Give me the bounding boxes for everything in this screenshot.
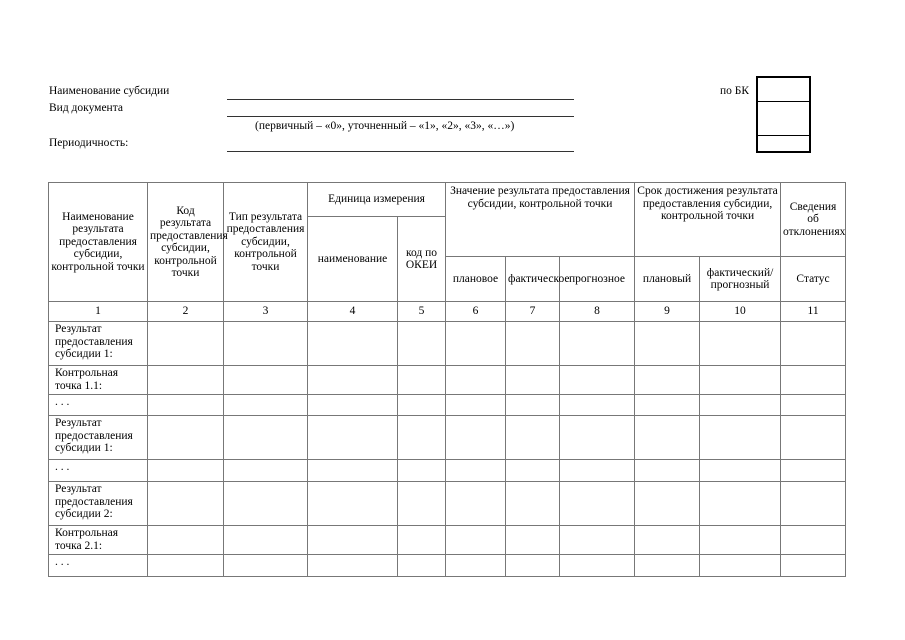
table-cell[interactable] (398, 460, 446, 482)
table-cell[interactable] (446, 366, 506, 395)
column-number: 3 (224, 302, 308, 322)
table-cell[interactable] (224, 416, 308, 460)
table-cell[interactable] (148, 482, 224, 526)
column-number: 7 (506, 302, 560, 322)
column-number: 8 (560, 302, 635, 322)
table-cell[interactable] (700, 555, 781, 577)
table-cell[interactable] (308, 460, 398, 482)
table-cell[interactable] (308, 482, 398, 526)
table-cell[interactable] (635, 482, 700, 526)
table-cell[interactable] (398, 366, 446, 395)
table-cell[interactable] (398, 555, 446, 577)
subsidy-name-field[interactable] (227, 99, 574, 100)
table-cell[interactable] (446, 526, 506, 555)
table-cell[interactable] (700, 460, 781, 482)
row-label: Результат предоставления субсидии 1: (49, 322, 148, 366)
table-cell[interactable] (781, 460, 846, 482)
code-cell-doc-type[interactable] (758, 101, 809, 136)
table-cell[interactable] (308, 416, 398, 460)
table-cell[interactable] (398, 416, 446, 460)
status-header: Статус (781, 257, 846, 302)
row-label: . . . (49, 395, 148, 416)
table-cell[interactable] (635, 416, 700, 460)
col-result-name-header: Наименование результата предоставления субсидии, контрольной точки (49, 183, 148, 302)
table-cell[interactable] (700, 526, 781, 555)
table-cell[interactable] (398, 526, 446, 555)
value-plan-header: плановое (446, 257, 506, 302)
column-number: 4 (308, 302, 398, 322)
table-cell[interactable] (560, 555, 635, 577)
table-cell[interactable] (781, 482, 846, 526)
table-cell[interactable] (560, 460, 635, 482)
table-cell[interactable] (224, 366, 308, 395)
table-cell[interactable] (308, 366, 398, 395)
table-cell[interactable] (506, 526, 560, 555)
table-cell[interactable] (635, 395, 700, 416)
table-cell[interactable] (446, 395, 506, 416)
periodicity-label: Периодичность: (49, 137, 129, 149)
value-fact-header: фактическое (506, 257, 560, 302)
table-cell[interactable] (700, 416, 781, 460)
table-cell[interactable] (148, 460, 224, 482)
row-label: . . . (49, 460, 148, 482)
table-cell[interactable] (700, 366, 781, 395)
table-cell[interactable] (446, 322, 506, 366)
results-table (48, 182, 846, 577)
table-cell[interactable] (560, 395, 635, 416)
table-cell[interactable] (308, 555, 398, 577)
table-cell[interactable] (398, 322, 446, 366)
doc-type-hint: (первичный – «0», уточненный – «1», «2», «3», «…») (255, 120, 515, 132)
table-cell[interactable] (560, 322, 635, 366)
bk-label: по БК (720, 85, 750, 97)
column-number: 10 (700, 302, 781, 322)
table-cell[interactable] (308, 526, 398, 555)
table-row (49, 460, 846, 482)
table-cell[interactable] (700, 322, 781, 366)
table-cell[interactable] (224, 482, 308, 526)
table-row (49, 482, 846, 526)
table-cell[interactable] (506, 416, 560, 460)
table-cell[interactable] (781, 322, 846, 366)
table-cell[interactable] (148, 526, 224, 555)
column-number: 5 (398, 302, 446, 322)
table-row (49, 395, 846, 416)
table-cell[interactable] (148, 322, 224, 366)
table-row (49, 366, 846, 395)
table-row (49, 322, 846, 366)
table-row (49, 526, 846, 555)
table-cell[interactable] (635, 322, 700, 366)
col-result-type-header: Тип результата предоставления субсидии, контрольной точки (224, 183, 308, 302)
periodicity-field[interactable] (227, 151, 574, 152)
table-cell[interactable] (148, 366, 224, 395)
column-number: 2 (148, 302, 224, 322)
table-row (49, 416, 846, 460)
table-cell[interactable] (446, 555, 506, 577)
table-cell[interactable] (560, 416, 635, 460)
table-cell[interactable] (446, 460, 506, 482)
table-cell[interactable] (506, 322, 560, 366)
table-cell[interactable] (635, 366, 700, 395)
table-cell[interactable] (224, 395, 308, 416)
table-cell[interactable] (506, 460, 560, 482)
table-cell[interactable] (506, 482, 560, 526)
unit-code-header: код по ОКЕИ (398, 217, 446, 302)
code-cell-periodicity[interactable] (758, 135, 809, 151)
table-cell[interactable] (224, 526, 308, 555)
row-label: Результат предоставления субсидии 1: (49, 416, 148, 460)
row-label: . . . (49, 555, 148, 577)
column-number: 1 (49, 302, 148, 322)
term-plan-header: плановый (635, 257, 700, 302)
code-box (756, 76, 811, 153)
table-cell[interactable] (781, 366, 846, 395)
table-cell[interactable] (446, 416, 506, 460)
unit-group-header: Единица измерения (308, 183, 446, 217)
table-cell[interactable] (224, 460, 308, 482)
row-label: Контрольная точка 2.1: (49, 526, 148, 555)
doc-type-label: Вид документа (49, 102, 123, 114)
table-cell[interactable] (148, 395, 224, 416)
table-cell[interactable] (308, 322, 398, 366)
table-cell[interactable] (224, 322, 308, 366)
table-cell[interactable] (398, 395, 446, 416)
table-cell[interactable] (635, 460, 700, 482)
column-number: 9 (635, 302, 700, 322)
table-cell[interactable] (560, 366, 635, 395)
table-cell[interactable] (560, 482, 635, 526)
row-label: Контрольная точка 1.1: (49, 366, 148, 395)
table-row (49, 555, 846, 577)
table-cell[interactable] (506, 366, 560, 395)
table-cell[interactable] (700, 482, 781, 526)
table-cell[interactable] (560, 526, 635, 555)
column-number: 6 (446, 302, 506, 322)
table-cell[interactable] (506, 395, 560, 416)
table-cell[interactable] (148, 416, 224, 460)
deviation-group-header: Сведения об отклонениях (781, 183, 846, 257)
table-cell[interactable] (506, 555, 560, 577)
table-cell[interactable] (781, 526, 846, 555)
table-cell[interactable] (700, 395, 781, 416)
term-fact-header: фактический/ прогнозный (700, 257, 781, 302)
table-cell[interactable] (635, 555, 700, 577)
table-cell[interactable] (635, 526, 700, 555)
value-forecast-header: прогнозное (560, 257, 635, 302)
table-cell[interactable] (148, 555, 224, 577)
code-cell-bk[interactable] (758, 78, 809, 102)
unit-name-header: наименование (308, 217, 398, 302)
value-group-header: Значение результата предоставления субсидии, контрольной точки (446, 183, 635, 257)
doc-type-field[interactable] (227, 116, 574, 117)
subsidy-name-label: Наименование субсидии (49, 85, 170, 97)
table-cell[interactable] (446, 482, 506, 526)
table-cell[interactable] (308, 395, 398, 416)
table-cell[interactable] (224, 555, 308, 577)
term-group-header: Срок достижения результата предоставления субсидии, контрольной точки (635, 183, 781, 257)
col-result-code-header: Код результата предоставления субсидии, контрольной точки (148, 183, 224, 302)
table-cell[interactable] (781, 416, 846, 460)
row-label: Результат предоставления субсидии 2: (49, 482, 148, 526)
table-cell[interactable] (398, 482, 446, 526)
table-cell[interactable] (781, 555, 846, 577)
table-cell[interactable] (781, 395, 846, 416)
column-number: 11 (781, 302, 846, 322)
